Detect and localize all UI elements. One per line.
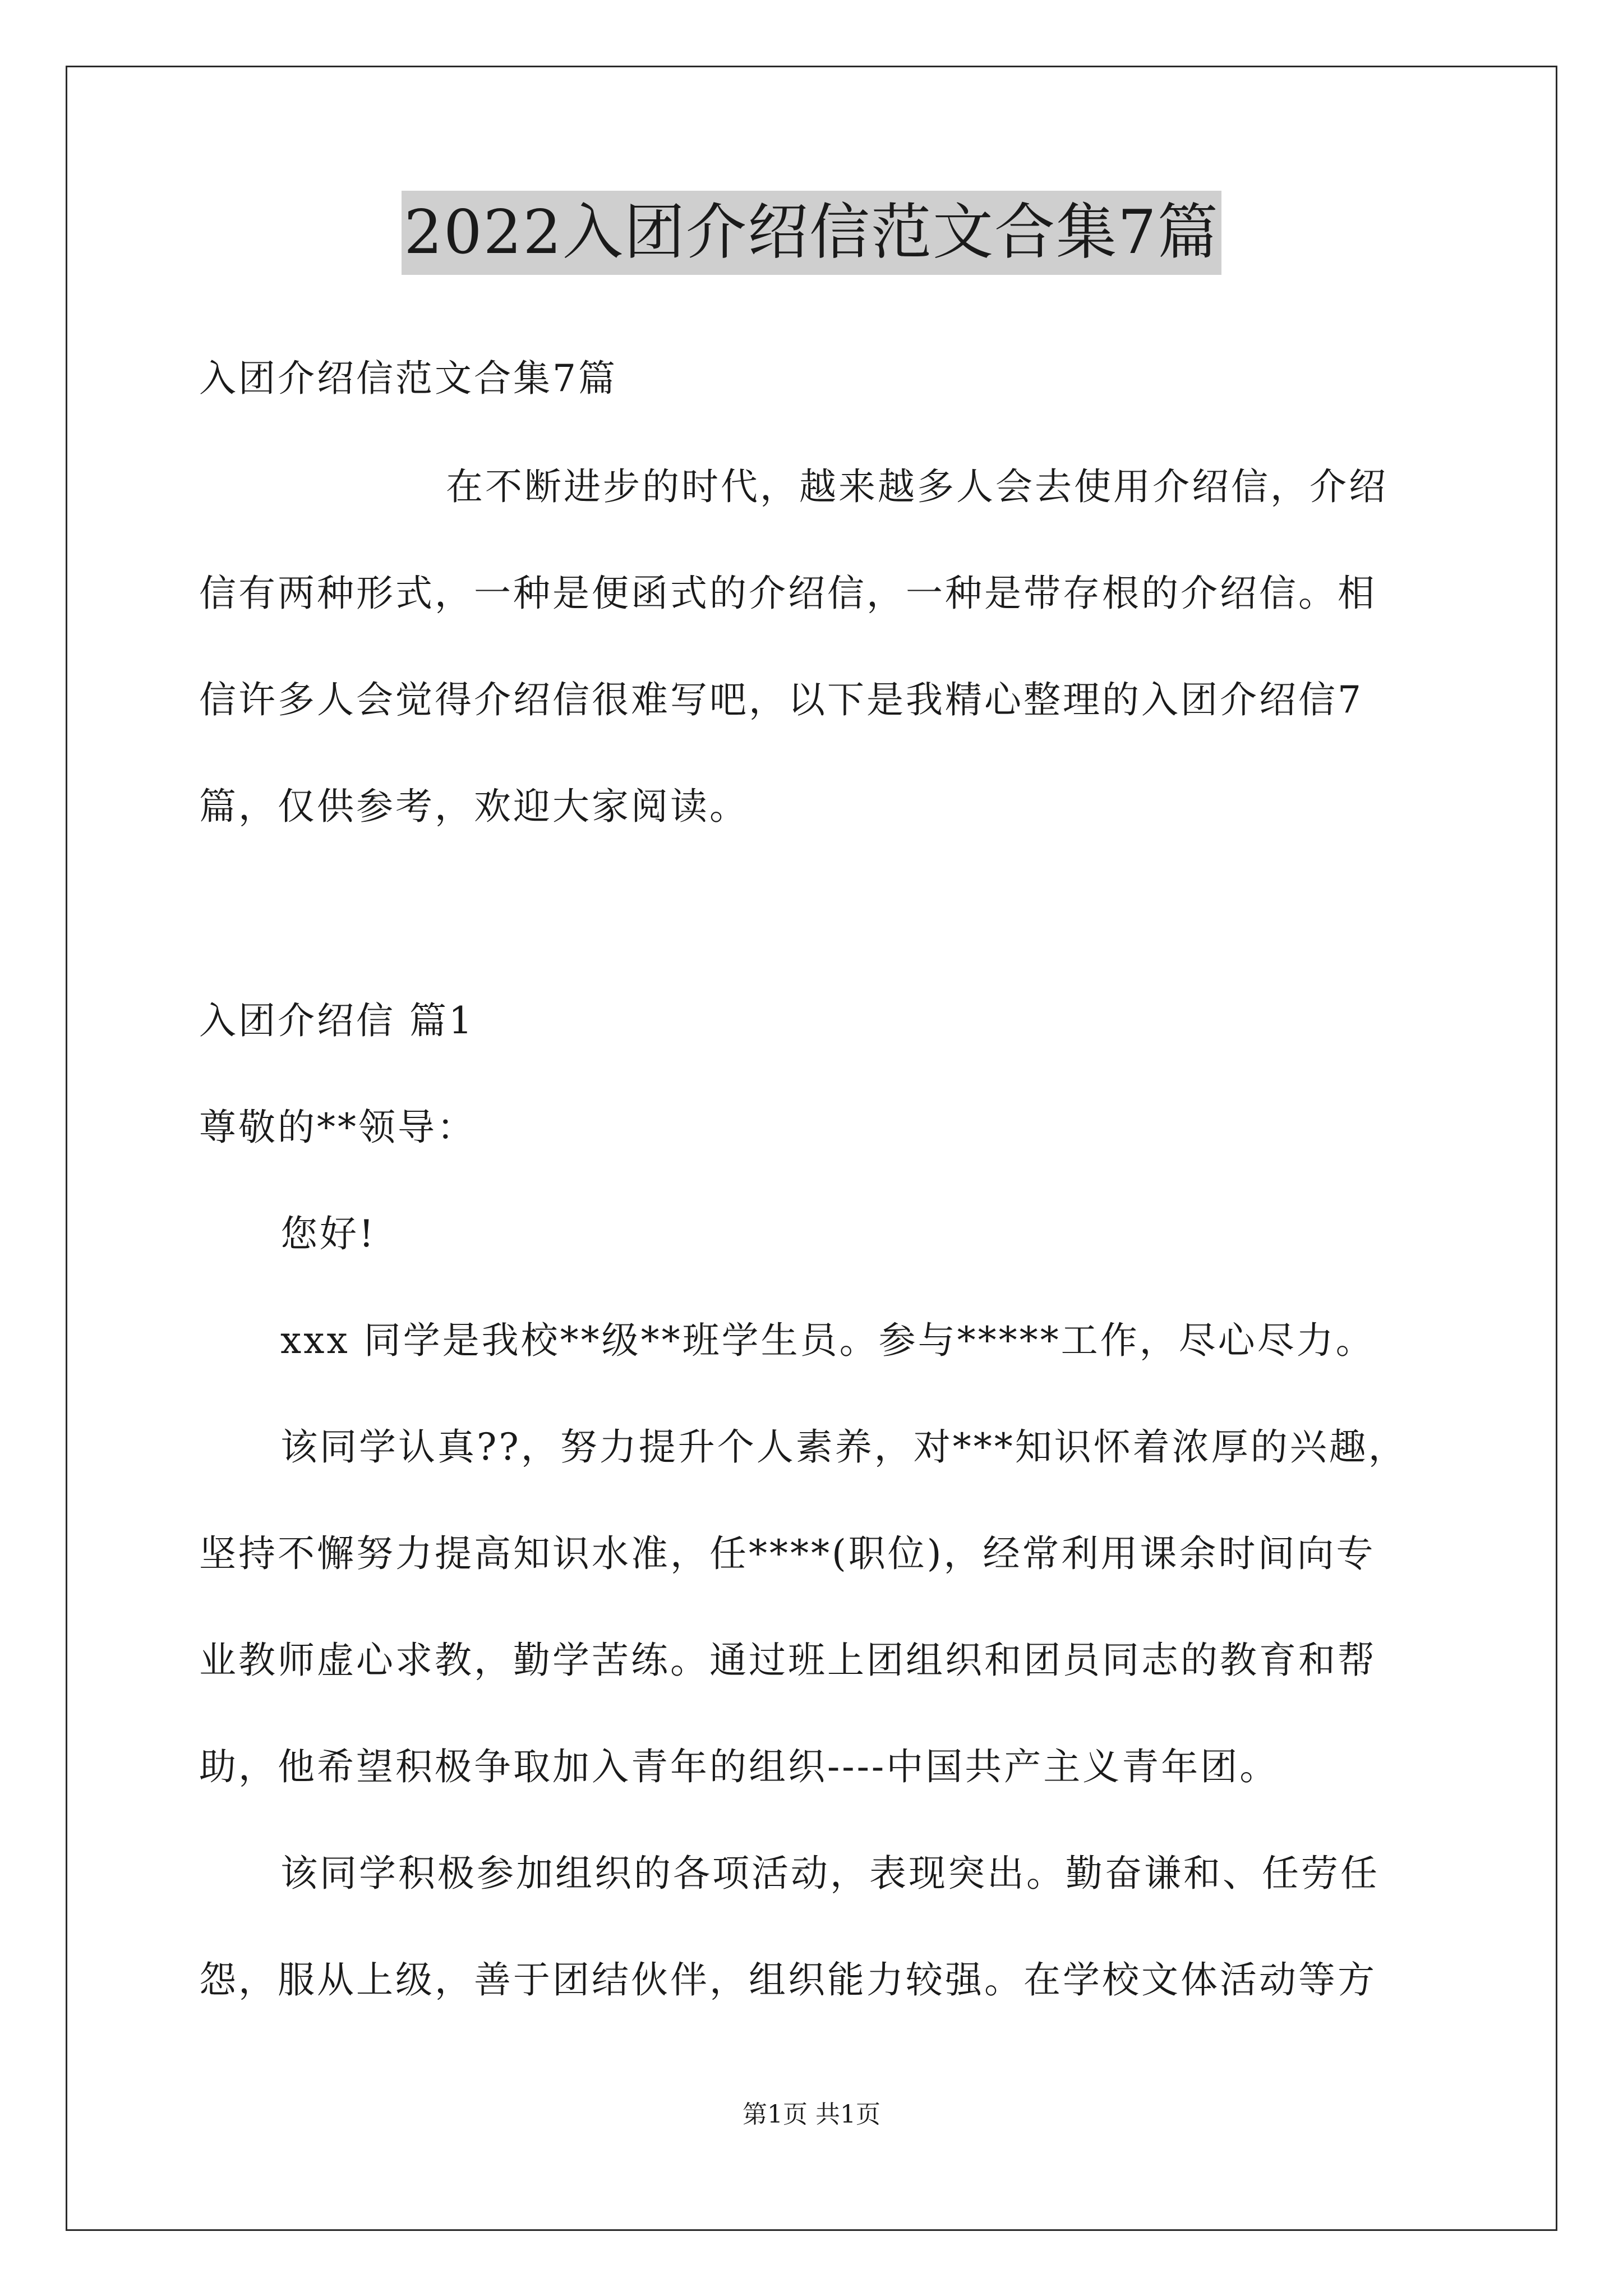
intro-line-1: 在不断进步的时代，越来越多人会去使用介绍信，介绍 <box>446 465 1388 508</box>
intro-line-2: 信有两种形式，一种是便函式的介绍信，一种是带存根的介绍信。相 <box>199 572 1377 615</box>
intro-line-4: 篇，仅供参考，欢迎大家阅读。 <box>199 785 749 828</box>
paragraph-2-line-2: 坚持不懈努力提高知识水准，任****(职位)，经常利用课余时间向专 <box>199 1532 1376 1575</box>
paragraph-1: xxx 同学是我校**级**班学生员。参与*****工作，尽心尽力。 <box>280 1319 1375 1362</box>
paragraph-3-line-2: 怨，服从上级，善于团结伙伴，组织能力较强。在学校文体活动等方 <box>199 1958 1377 2001</box>
paragraph-2-line-3: 业教师虚心求教，勤学苦练。通过班上团组织和团员同志的教育和帮 <box>199 1639 1377 1682</box>
greeting: 您好! <box>280 1212 376 1255</box>
paragraph-3-line-1: 该同学积极参加组织的各项活动，表现突出。勤奋谦和、任劳任 <box>280 1852 1380 1895</box>
document-subtitle: 入团介绍信范文合集7篇 <box>199 357 617 400</box>
title-container <box>0 191 1623 275</box>
paragraph-2-line-4: 助，他希望积极争取加入青年的组织----中国共产主义青年团。 <box>199 1745 1279 1788</box>
salutation: 尊敬的**领导： <box>199 1106 476 1149</box>
section-heading: 入团介绍信 篇1 <box>199 999 474 1042</box>
intro-line-3: 信许多人会觉得介绍信很难写吧，以下是我精心整理的入团介绍信7 <box>199 678 1363 721</box>
page-footer: 第1页 共1页 <box>743 2100 880 2129</box>
document-title: 2022入团介绍信范文合集7篇 <box>402 191 1221 275</box>
paragraph-2-line-1: 该同学认真??，努力提升个人素养，对***知识怀着浓厚的兴趣， <box>280 1425 1408 1469</box>
